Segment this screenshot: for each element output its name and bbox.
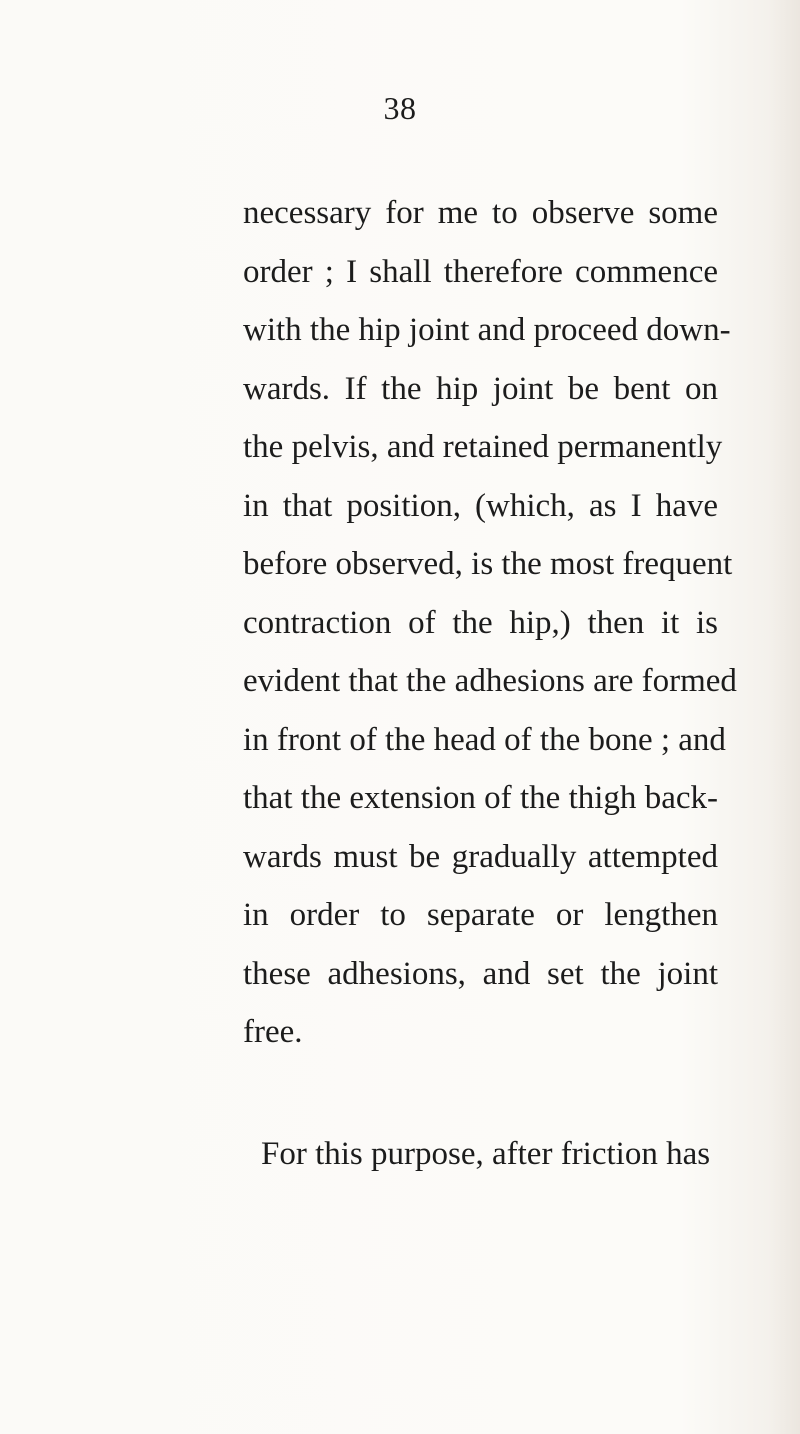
text-line: that the extension of the thigh back- <box>243 780 718 816</box>
text-line: contraction of the hip,) then it is <box>243 604 718 641</box>
text-line: in order to separate or lengthen <box>243 897 718 933</box>
text-line: wards must be gradually attempted <box>243 838 718 875</box>
text-line: before observed, is the most frequent <box>243 546 733 582</box>
text-line: in that position, (which, as I have <box>243 487 718 524</box>
text-line: these adhesions, and set the joint <box>243 955 718 992</box>
text-line: order ; I shall therefore commence <box>243 253 718 290</box>
text-line: evident that the adhesions are formed <box>243 663 737 699</box>
page-number: 38 <box>383 90 417 126</box>
text-line: necessary for me to observe some <box>243 195 718 231</box>
body-text <box>243 184 737 1183</box>
text-line: wards. If the hip joint be bent on <box>243 370 718 407</box>
paragraph-gap <box>243 1062 718 1125</box>
text-line: the pelvis, and retained permanently <box>243 429 723 465</box>
paragraph-start-line: For this purpose, after friction has <box>261 1135 711 1172</box>
text-line: with the hip joint and proceed down- <box>243 312 731 348</box>
text-line: in front of the head of the bone ; and <box>243 721 726 758</box>
text-line: free. <box>243 1014 303 1050</box>
